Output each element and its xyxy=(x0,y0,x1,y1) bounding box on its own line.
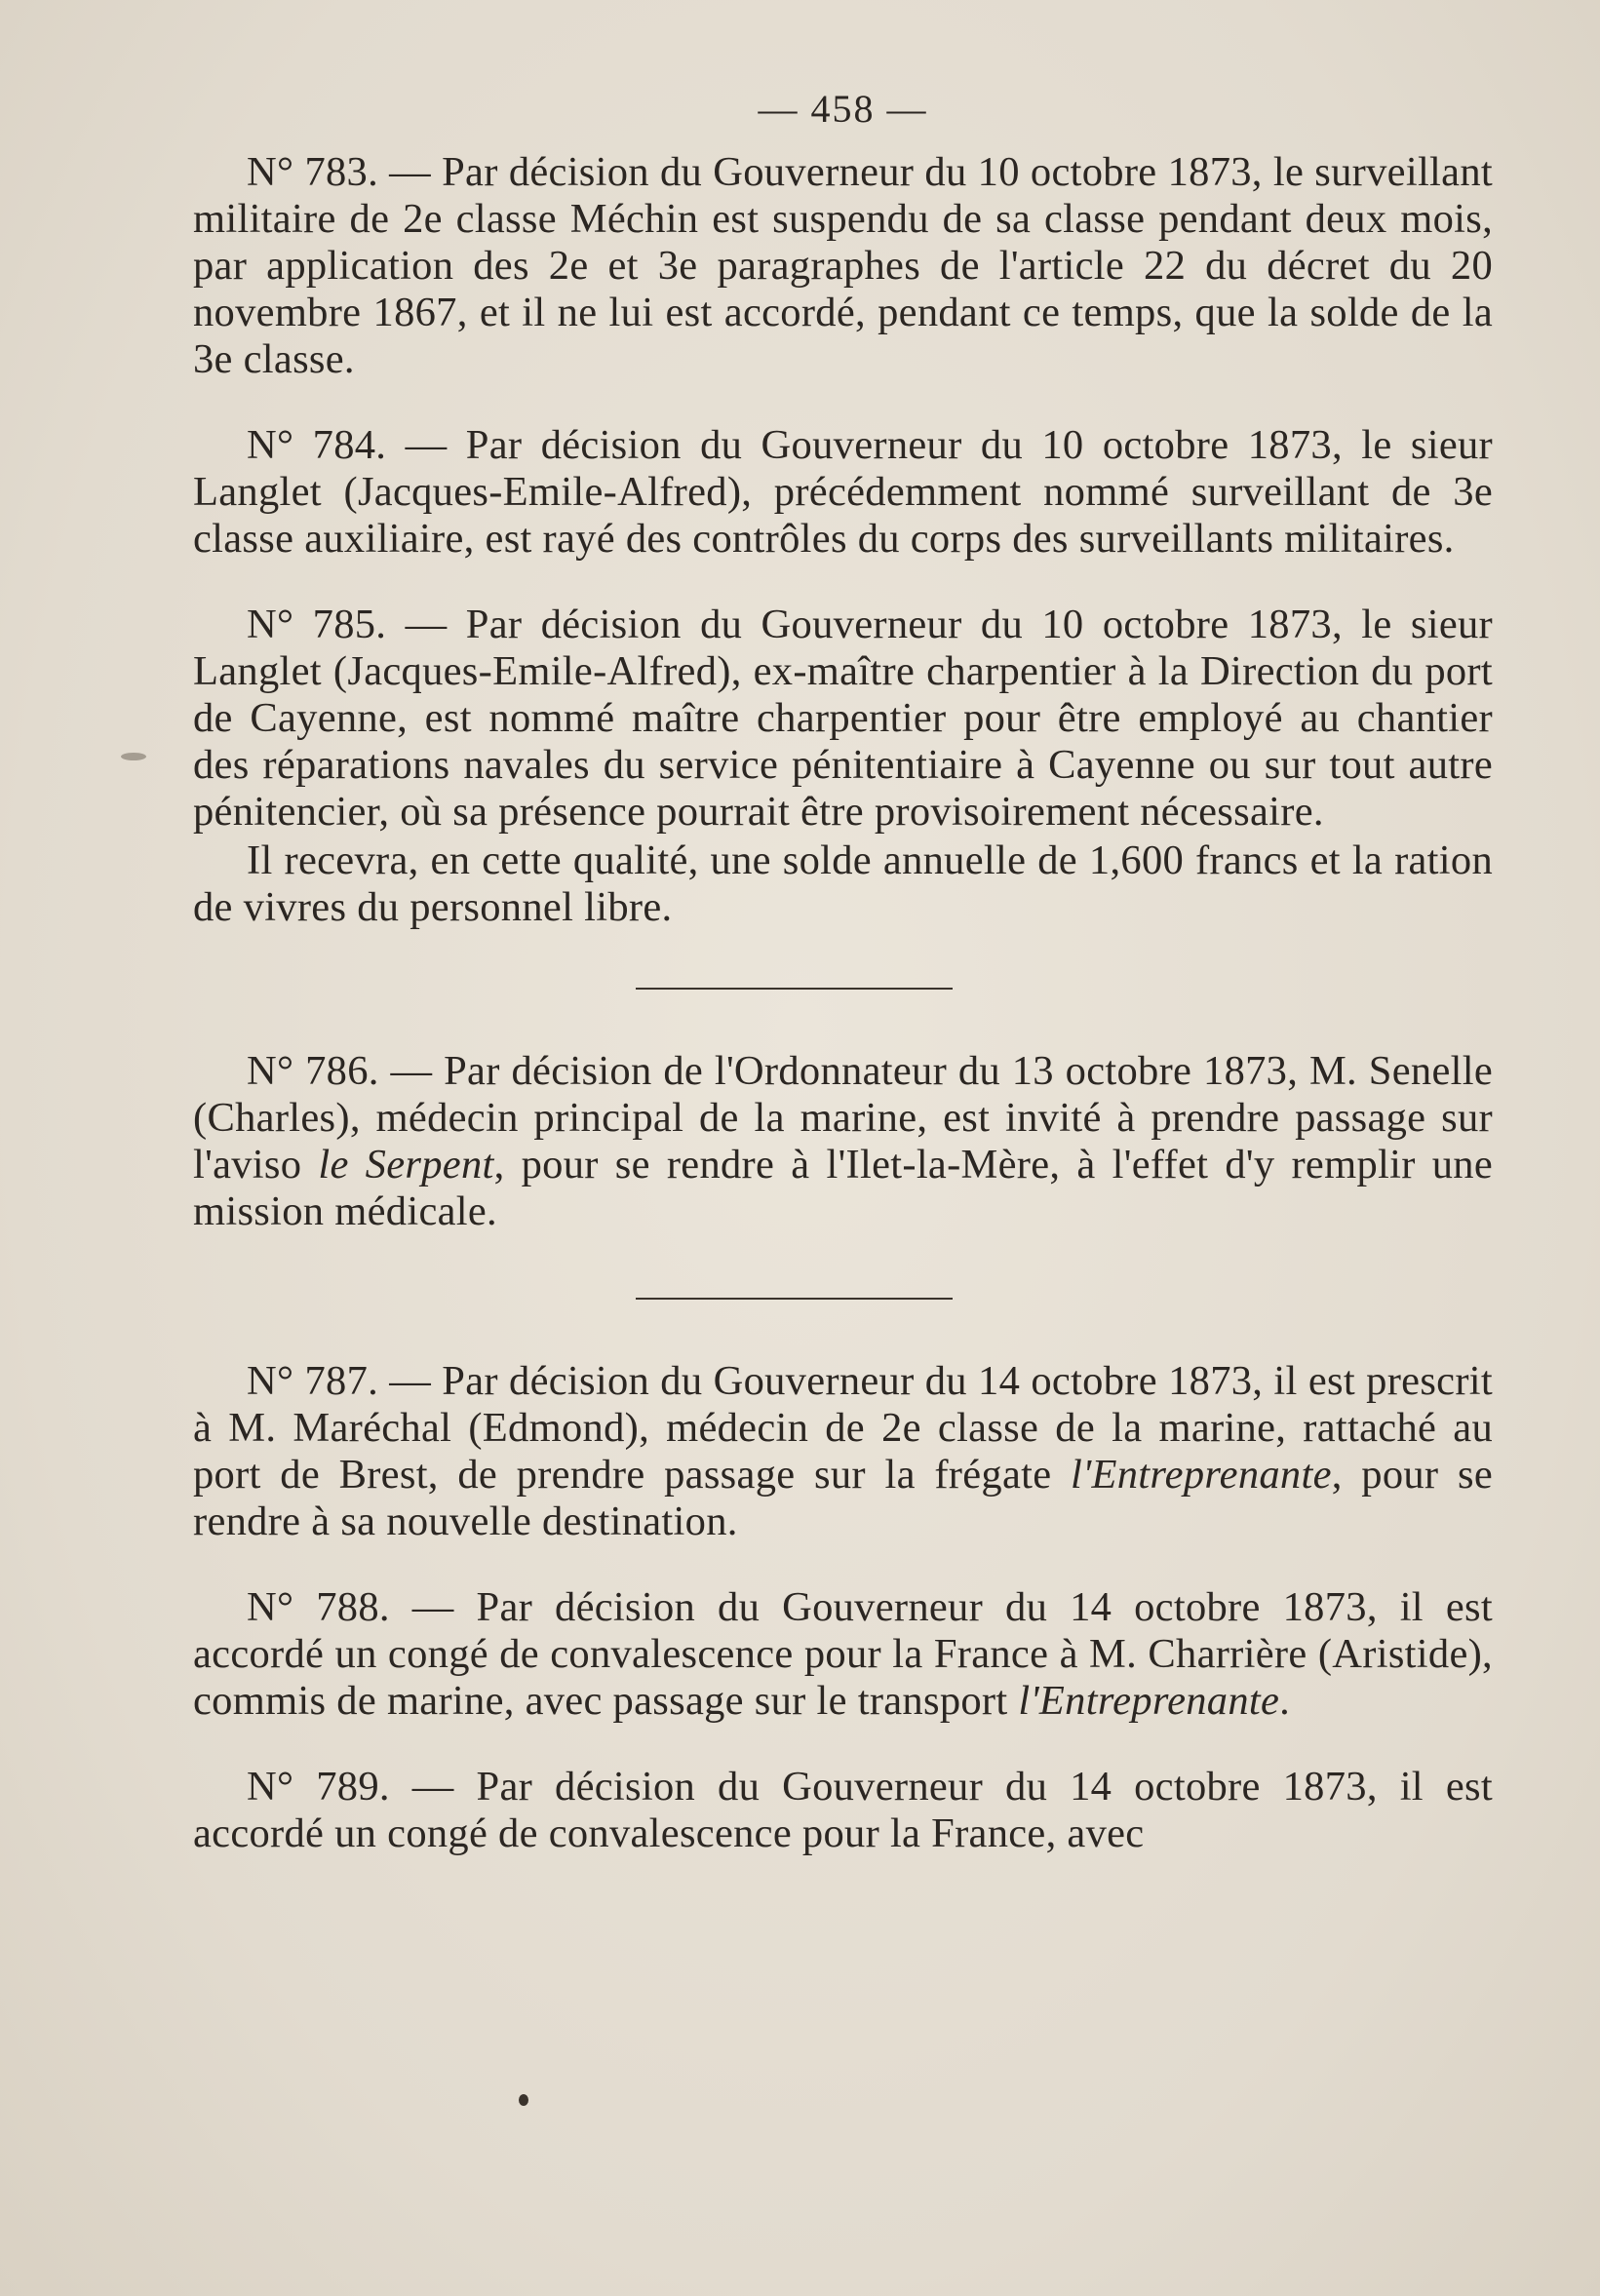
entry-text: N° 784. — Par décision du Gouverneur du 10 octobre 1873, le sieur Langlet (Jacques-Emile-Alfred), précédemment nommé surveillant de 3e classe auxiliaire, est rayé des contrôles du corps des surveillants militaires. xyxy=(193,422,1493,562)
entry-text-part: , pour se rendre à sa nouvelle destination. xyxy=(193,1452,1493,1544)
entry-text xyxy=(193,1358,1493,1545)
entry-788 xyxy=(193,1584,1493,1725)
entry-text-part: N° 788. — Par décision du Gouverneur du 14 octobre 1873, il est accordé un congé de convalescence pour la France à M. Charrière (Aristide), commis de marine, avec passage sur le transport xyxy=(193,1584,1493,1724)
ship-name: le Serpent xyxy=(318,1142,494,1187)
entry-text: N° 789. — Par décision du Gouverneur du 14 octobre 1873, il est accordé un congé de convalescence pour la France, avec xyxy=(193,1764,1493,1856)
entry-text: N° 783. — Par décision du Gouverneur du 10 octobre 1873, le surveillant militaire de 2e classe Méchin est suspendu de sa classe pendant deux mois, par application des 2e et 3e paragraphes de l'article 22 du décret du 20 novembre 1867, et il ne lui est accordé, pendant ce temps, que la solde de la 3e classe. xyxy=(193,149,1493,382)
section-divider xyxy=(636,1298,953,1300)
ink-blot xyxy=(121,753,146,760)
entry-continuation: Il recevra, en cette qualité, une solde annuelle de 1,600 francs et la ration de vivres du personnel libre. xyxy=(193,837,1493,930)
entry-text xyxy=(193,1048,1493,1235)
entry-text xyxy=(193,1584,1493,1725)
page-number: — 458 — xyxy=(758,87,928,131)
entry-text-part: . xyxy=(1279,1678,1291,1724)
ship-name: l'Entreprenante xyxy=(1071,1452,1332,1498)
entry-783 xyxy=(193,149,1493,383)
entry-text-part: , pour se rendre à l'Ilet-la-Mère, à l'effet d'y remplir une mission médicale. xyxy=(193,1142,1493,1234)
section-divider xyxy=(636,988,953,990)
entry-787 xyxy=(193,1358,1493,1545)
entry-text: N° 785. — Par décision du Gouverneur du 10 octobre 1873, le sieur Langlet (Jacques-Emile-Alfred), ex-maître charpentier à la Direction du port de Cayenne, est nommé maître charpentier pour être employé au chantier des réparations navales du service pénitentiaire à Cayenne ou sur tout autre pénitencier, où sa présence pourrait être provisoirement nécessaire. xyxy=(193,602,1493,835)
entry-786 xyxy=(193,1048,1493,1235)
ink-dot xyxy=(519,2094,528,2106)
entry-text-part: N° 787. — Par décision du Gouverneur du 14 octobre 1873, il est prescrit à M. Maréchal (Edmond), médecin de 2e classe de la marine, rattaché au port de Brest, de prendre passage sur la frégate xyxy=(193,1358,1493,1498)
entry-text-part: N° 786. — Par décision de l'Ordonnateur du 13 octobre 1873, M. Senelle (Charles), médecin principal de la marine, est invité à prendre passage sur l'aviso xyxy=(193,1048,1493,1187)
entry-789 xyxy=(193,1764,1493,1857)
entry-785 xyxy=(193,602,1493,931)
entry-784 xyxy=(193,422,1493,563)
ship-name: l'Entreprenante xyxy=(1018,1678,1280,1724)
